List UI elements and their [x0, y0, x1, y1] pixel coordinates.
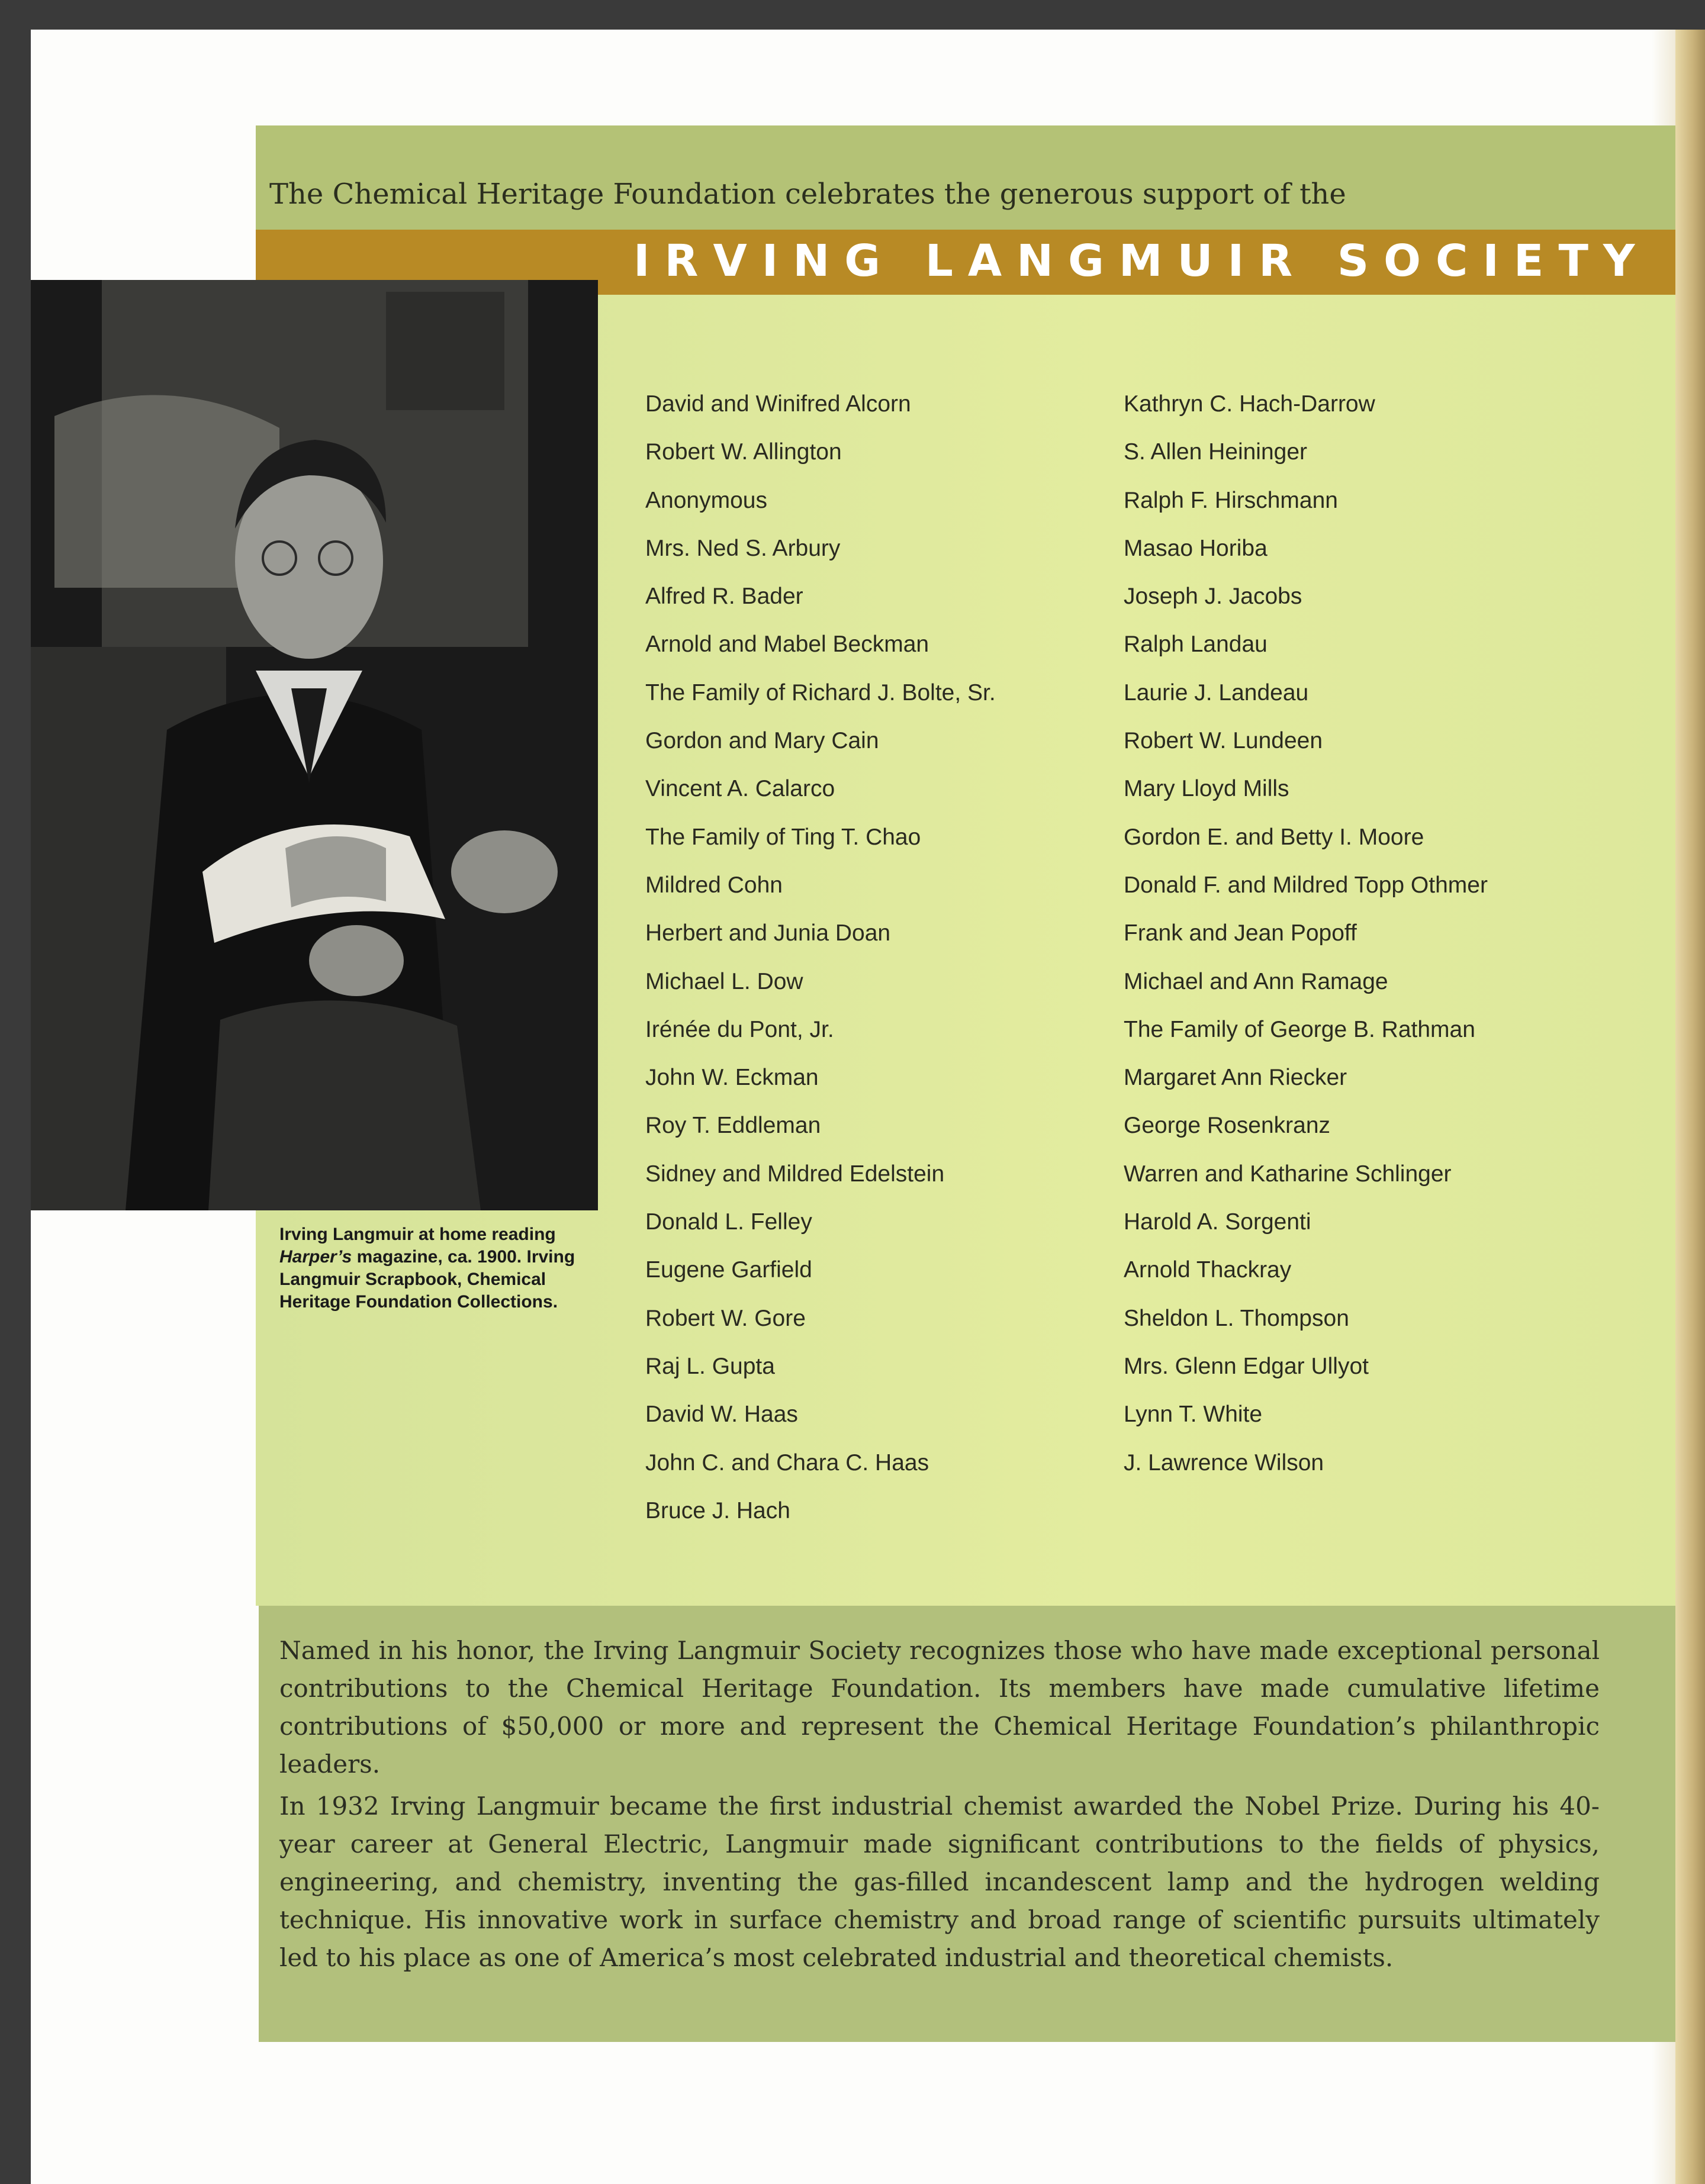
list-item: Mary Lloyd Mills — [1124, 776, 1289, 802]
list-item: J. Lawrence Wilson — [1124, 1449, 1324, 1476]
list-item: Alfred R. Bader — [645, 584, 803, 610]
list-item: Lynn T. White — [1124, 1402, 1263, 1428]
list-item: Donald L. Felley — [645, 1209, 812, 1235]
list-item: Robert W. Gore — [645, 1305, 806, 1331]
list-item: Michael L. Dow — [645, 968, 803, 994]
list-item: John C. and Chara C. Haas — [645, 1449, 929, 1476]
list-item: Mrs. Glenn Edgar Ullyot — [1124, 1353, 1369, 1379]
list-item: Kathryn C. Hach-Darrow — [1124, 391, 1375, 417]
list-item: Warren and Katharine Schlinger — [1124, 1161, 1452, 1187]
binding-gutter — [1675, 30, 1705, 2184]
portrait-illustration — [31, 280, 598, 1210]
list-item: Sheldon L. Thompson — [1124, 1305, 1349, 1331]
list-item: Raj L. Gupta — [645, 1353, 775, 1379]
list-item: Ralph Landau — [1124, 632, 1268, 658]
list-item: Irénée du Pont, Jr. — [645, 1016, 834, 1042]
list-item: The Family of George B. Rathman — [1124, 1016, 1475, 1042]
list-item: Eugene Garfield — [645, 1257, 812, 1283]
list-item: The Family of Richard J. Bolte, Sr. — [645, 679, 996, 706]
list-item: Michael and Ann Ramage — [1124, 968, 1388, 994]
list-item: Gordon and Mary Cain — [645, 728, 879, 754]
list-item: Bruce J. Hach — [645, 1497, 790, 1523]
members-list-right — [1124, 380, 1488, 1487]
members-list-left — [645, 380, 996, 1535]
list-item: Anonymous — [645, 487, 767, 513]
society-description: Named in his honor, the Irving Langmuir Society recognizes those who have made exceptional personal contributions to the Chemical Heritage Foundation. Its members have made cumulative lifetime contributions of $50,000 or more and represent the Chemical Heritage Foundation’s philanthropic leaders. — [279, 1636, 1600, 1779]
list-item: Robert W. Lundeen — [1124, 728, 1323, 754]
photo-caption — [279, 1223, 599, 1313]
list-item: Herbert and Junia Doan — [645, 920, 891, 946]
list-item: Arnold and Mabel Beckman — [645, 632, 929, 658]
caption-line1: Irving Langmuir at home reading — [279, 1225, 556, 1244]
list-item: Arnold Thackray — [1124, 1257, 1292, 1283]
list-item: Roy T. Eddleman — [645, 1113, 821, 1139]
list-item: Mildred Cohn — [645, 872, 783, 898]
list-item: Masao Horiba — [1124, 535, 1268, 561]
list-item: John W. Eckman — [645, 1065, 819, 1091]
list-item: The Family of Ting T. Chao — [645, 824, 921, 850]
list-item: George Rosenkranz — [1124, 1113, 1331, 1139]
list-item: Donald F. and Mildred Topp Othmer — [1124, 872, 1488, 898]
caption-rest: magazine, ca. 1900. Irving Langmuir Scrapbook, Chemical Heritage Foundation Collections. — [279, 1247, 575, 1312]
list-item: Vincent A. Calarco — [645, 776, 835, 802]
list-item: Robert W. Allington — [645, 439, 842, 465]
list-item: S. Allen Heininger — [1124, 439, 1308, 465]
portrait-photo — [31, 280, 598, 1210]
list-item: David and Winifred Alcorn — [645, 391, 911, 417]
list-item: Mrs. Ned S. Arbury — [645, 535, 841, 561]
intro-line: The Chemical Heritage Foundation celebrates the generous support of the — [269, 178, 1346, 211]
langmuir-biography: In 1932 Irving Langmuir became the first industrial chemist awarded the Nobel Prize. During his 40-year career at General Electric, Langmuir made significant contributions to the fields of physics, engineering, and chemistry, inventing the gas-filled incandescent lamp and the hydrogen welding technique. His innovative work in surface chemistry and broad range of scientific pursuits ultimately led to his place as one of America’s most celebrated industrial and theoretical chemists. — [279, 1792, 1600, 1972]
list-item: Laurie J. Landeau — [1124, 679, 1309, 706]
list-item: Margaret Ann Riecker — [1124, 1065, 1347, 1091]
list-item: Harold A. Sorgenti — [1124, 1209, 1311, 1235]
list-item: Joseph J. Jacobs — [1124, 584, 1302, 610]
list-item: David W. Haas — [645, 1402, 798, 1428]
list-item: Gordon E. and Betty I. Moore — [1124, 824, 1424, 850]
caption-italic: Harper’s — [279, 1247, 352, 1267]
society-title: IRVING LANGMUIR SOCIETY — [633, 236, 1650, 286]
list-item: Frank and Jean Popoff — [1124, 920, 1357, 946]
list-item: Ralph F. Hirschmann — [1124, 487, 1338, 513]
list-item: Sidney and Mildred Edelstein — [645, 1161, 945, 1187]
